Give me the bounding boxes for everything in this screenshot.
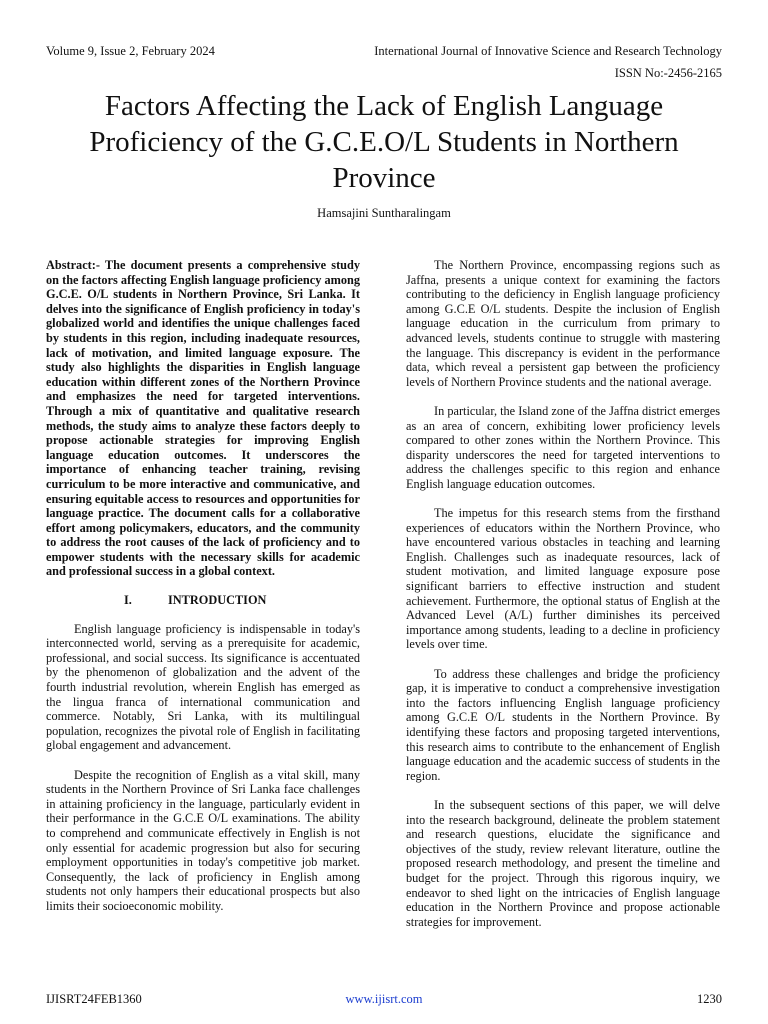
right-column	[406, 258, 720, 929]
paragraph: In particular, the Island zone of the Jaffna district emerges as an area of concern, exhibiting lower proficiency levels compared to other zones within the Northern Province. This disparity underscores the need for targeted interventions to address the challenges specific to this region and enhance English language education outcomes.	[406, 403, 720, 491]
paragraph: In the subsequent sections of this paper, we will delve into the research background, delineate the problem statement and research questions, elucidate the significance and objectives of the study, review relevant literature, outline the proposed research methodology, and present the timeline and budget for the project. Through this rigorous inquiry, we endeavor to shed light on the intricacies of English language education in the Northern Province and propose actionable strategies for improvement.	[406, 797, 720, 929]
author-name: Hamsajini Suntharalingam	[317, 206, 451, 220]
paragraph: The impetus for this research stems from the firsthand experiences of educators within the Northern Province, who have encountered various obstacles in teaching and learning English. Challenges such as inadequate resources, lack of student motivation, and limited language exposure pose significant barriers to effective instruction and student achievement. Furthermore, the optional status of English at the Advanced Level (A/L) further diminishes its perceived importance among students, leading to a decline in proficiency levels over time.	[406, 506, 720, 652]
journal-name: International Journal of Innovative Science and Research Technology	[374, 44, 722, 58]
page-number: 1230	[697, 992, 722, 1006]
paragraph: English language proficiency is indispensable in today's interconnected world, serving as a prerequisite for academic, professional, and social success. Its significance is accentuated by the phenomenon of globalization and the advent of the fourth industrial revolution, wherein English has emerged as the lingua franca of international communication and commerce. Notably, Sri Lanka, with its multilingual population, recognizes the pivotal role of English in facilitating global engagement and advancement.	[46, 621, 360, 753]
paragraph: The Northern Province, encompassing regions such as Jaffna, presents a unique context for examining the factors contributing to the deficiency in English language proficiency among G.C.E O/L students. Despite the inclusion of English language education in the curriculum from primary to advanced levels, students continue to struggle with mastering the language. This discrepancy is evident in the performance data, which reveal a persistent gap between the proficiency levels of Northern Province students and the national average.	[406, 258, 720, 389]
section-heading	[46, 593, 360, 608]
section-title: INTRODUCTION	[168, 593, 267, 608]
website-link[interactable]: www.ijisrt.com	[345, 992, 423, 1006]
left-column	[46, 258, 360, 914]
paper-code: IJISRT24FEB1360	[46, 992, 142, 1006]
abstract: Abstract:- The document presents a comprehensive study on the factors affecting English language proficiency among G.C.E. O/L students in Northern Province, Sri Lanka. It delves into the significance of English proficiency in today's globalized world and identifies the unique challenges faced by students in this region, including inadequate resources, lack of motivation, and limited language exposure. The study also highlights the disparities in English language education within different zones of the Northern Province and emphasizes the need for targeted interventions. Through a mix of quantitative and qualitative research methods, the study aims to analyze these factors deeply to propose actionable strategies for improving English language education outcomes. It underscores the importance of enhancing teacher training, revising curriculum to be more interactive and communicative, and ensuring equitable access to resources and opportunities for language practice. The document calls for a collaborative effort among policymakers, educators, and the community to address the root causes of the lack of proficiency and to empower students with the necessary skills for academic and professional success in a global context.	[46, 258, 360, 579]
paper-title: Factors Affecting the Lack of English Language Proficiency of the G.C.E.O/L Students in Northern Province	[89, 90, 679, 194]
section-number: I.	[124, 593, 132, 608]
paragraph: Despite the recognition of English as a vital skill, many students in the Northern Province of Sri Lanka face challenges in attaining proficiency in the language, particularly evident in their performance in the G.C.E O/L examinations. The ability to comprehend and communicate effectively in English is not only essential for academic progression but also for securing employment opportunities in today's competitive job market. Consequently, the lack of proficiency in English among students not only hampers their educational prospects but also limits their socioeconomic mobility.	[46, 767, 360, 913]
issn: ISSN No:-2456-2165	[614, 66, 722, 80]
paragraph: To address these challenges and bridge the proficiency gap, it is imperative to conduct a comprehensive investigation into the factors influencing English language proficiency among G.C.E O/L students in the Northern Province. By identifying these factors and proposing targeted interventions, this research aims to contribute to the enhancement of English language education and the academic success of students in the region.	[406, 666, 720, 783]
volume-info: Volume 9, Issue 2, February 2024	[46, 44, 215, 58]
